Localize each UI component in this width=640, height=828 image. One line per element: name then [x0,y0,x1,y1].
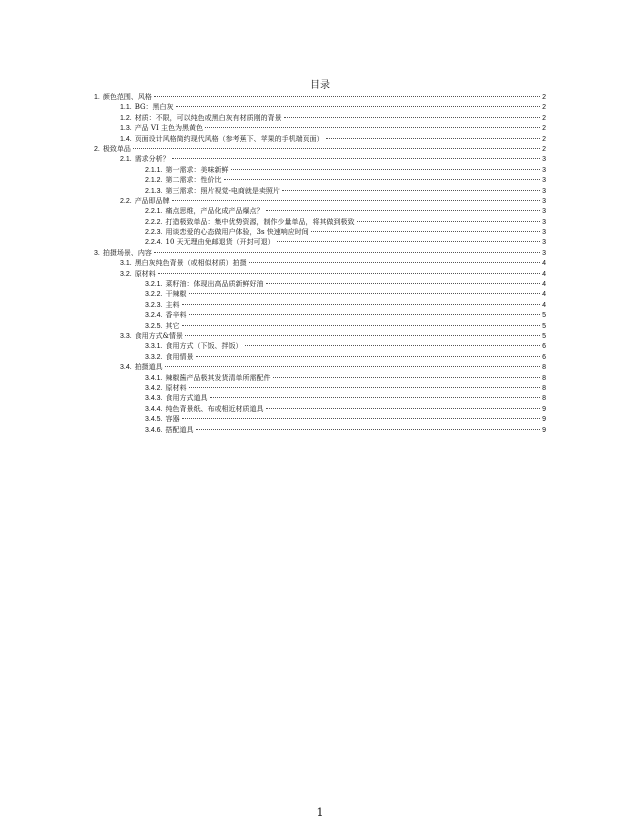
toc-entry-page: 4 [542,260,546,268]
toc-entry-number: 2. [94,145,100,153]
toc-entry[interactable] [94,217,546,227]
toc-entry-title: 颜色范围、风格 [102,93,152,101]
table-of-contents [94,92,546,435]
toc-entry-number: 3.2. [120,270,132,278]
toc-dot-leader [172,158,540,159]
toc-entry-number: 3.2.5. [145,322,163,330]
toc-entry-title: 10 天无理由免邮退货（开封可退） [165,238,275,247]
toc-entry-title: 辣椒酱产品极其发货清单所需配件 [165,373,271,382]
toc-entry-page: 2 [542,114,546,122]
toc-dot-leader [210,397,541,398]
toc-entry-title: 材质：不限，可以纯色或黑白灰有材质刚的背景 [134,113,282,122]
toc-dot-leader [231,169,541,170]
toc-entry[interactable] [94,269,546,279]
toc-entry[interactable] [94,227,546,237]
toc-entry[interactable] [94,279,546,289]
toc-entry-title: 产品即品牌 [134,196,170,205]
toc-dot-leader [158,273,540,274]
toc-entry-number: 3.2.2. [145,291,163,299]
toc-entry-page: 3 [542,166,546,174]
toc-entry-title: 原材料 [134,269,156,278]
toc-entry[interactable] [94,393,546,403]
toc-entry-number: 1.1. [120,104,132,112]
toc-entry-page: 4 [542,270,546,278]
toc-entry-number: 3.4.3. [145,395,163,403]
toc-entry-page: 4 [542,291,546,299]
toc-entry[interactable] [94,300,546,310]
toc-dot-leader [266,210,541,211]
toc-entry-title: 产品 VI 主色为黑黄色 [134,124,203,133]
toc-entry-number: 2.1. [120,156,132,164]
toc-dot-leader [311,231,540,232]
toc-entry-page: 5 [542,312,546,320]
toc-entry[interactable] [94,258,546,268]
toc-entry-page: 2 [542,104,546,112]
toc-dot-leader [266,283,541,284]
toc-entry-number: 3.3. [120,332,132,340]
toc-entry-title: 食用方式&情景 [134,331,183,340]
toc-dot-leader [165,366,540,367]
toc-dot-leader [205,127,540,128]
toc-entry-page: 3 [542,249,546,257]
toc-entry-page: 8 [542,384,546,392]
toc-entry-page: 4 [542,281,546,289]
toc-entry[interactable] [94,237,546,247]
toc-dot-leader [189,293,541,294]
toc-entry-page: 8 [542,364,546,372]
toc-dot-leader [182,418,541,419]
toc-entry[interactable] [94,175,546,185]
toc-entry[interactable] [94,373,546,383]
toc-dot-leader [266,408,541,409]
toc-entry[interactable] [94,341,546,351]
toc-entry-title: 黑白灰纯色背景（或相似材质）拍摄 [134,259,247,268]
toc-dot-leader [277,241,540,242]
toc-dot-leader [172,200,540,201]
toc-dot-leader [182,304,541,305]
toc-title: 目录 [310,80,330,91]
toc-dot-leader [282,190,540,191]
toc-entry-title: 其它 [165,321,180,330]
toc-entry[interactable] [94,331,546,341]
toc-entry-number: 3.4.6. [145,426,163,434]
toc-dot-leader [189,387,541,388]
toc-entry[interactable] [94,92,546,102]
toc-entry-page: 3 [542,156,546,164]
toc-entry-number: 3.2.4. [145,312,163,320]
toc-entry-number: 1.3. [120,125,132,133]
toc-entry-number: 3.4.5. [145,416,163,424]
toc-entry-title: 第一需求：美味新鲜 [165,165,229,174]
toc-entry-page: 4 [542,301,546,309]
toc-entry[interactable] [94,206,546,216]
toc-entry-title: 打造极致单品：集中优势资源，制作少量单品，将其做到极致 [165,217,355,226]
toc-entry-title: 页面设计风格简约现代风格（参考蕉下、苹果的手机端页面） [134,134,324,143]
toc-dot-leader [273,377,541,378]
toc-dot-leader [133,148,540,149]
toc-entry[interactable] [94,289,546,299]
toc-entry-title: 干辣椒 [165,290,187,299]
toc-entry-page: 2 [542,125,546,133]
toc-entry[interactable] [94,383,546,393]
toc-entry-title: 第三需求：照片视觉-电商就是卖照片 [165,186,280,195]
toc-entry[interactable] [94,352,546,362]
toc-entry-page: 5 [542,322,546,330]
toc-entry-page: 8 [542,374,546,382]
toc-entry-title: BG：黑白灰 [134,103,174,112]
toc-entry-number: 3.2.3. [145,301,163,309]
toc-entry-page: 8 [542,395,546,403]
toc-entry-page: 9 [542,405,546,413]
toc-dot-leader [182,325,541,326]
toc-entry[interactable] [94,134,546,144]
toc-entry-number: 3.3.2. [145,353,163,361]
toc-entry-number: 2.2. [120,197,132,205]
toc-entry-title: 香辛料 [165,311,187,320]
toc-entry[interactable] [94,123,546,133]
toc-entry[interactable] [94,310,546,320]
toc-entry-page: 6 [542,343,546,351]
toc-dot-leader [224,179,541,180]
toc-entry-page: 3 [542,208,546,216]
toc-entry-title: 用谈恋爱的心态做用户体验，3s 快速响应时间 [165,228,309,237]
toc-entry-page: 3 [542,229,546,237]
toc-entry-title: 食用方式道具 [165,394,208,403]
page-number: 1 [316,806,324,819]
toc-entry-title: 拍摄道具 [134,363,163,372]
toc-entry-number: 2.1.1. [145,166,163,174]
toc-entry[interactable] [94,144,546,154]
toc-entry-page: 9 [542,416,546,424]
toc-entry-page: 3 [542,177,546,185]
toc-entry-title: 容器 [165,415,180,424]
toc-entry-number: 1. [94,94,100,101]
toc-entry[interactable] [94,248,546,258]
toc-entry-page: 3 [542,239,546,247]
toc-entry-number: 3.3.1. [145,343,163,351]
toc-dot-leader [245,345,541,346]
toc-entry-number: 1.2. [120,114,132,122]
toc-entry-number: 3.4.1. [145,374,163,382]
toc-entry-title: 拍摄场景、内容 [102,248,152,257]
toc-dot-leader [154,96,540,97]
toc-dot-leader [284,117,540,118]
toc-entry-title: 食用方式（下饭、拌饭） [165,342,243,351]
toc-entry-page: 3 [542,187,546,195]
toc-entry-number: 2.2.3. [145,229,163,237]
toc-entry-number: 2.2.4. [145,239,163,247]
toc-dot-leader [154,252,540,253]
toc-entry-number: 3.4. [120,364,132,372]
toc-entry-title: 食用情景 [165,352,194,361]
toc-dot-leader [176,106,541,107]
toc-entry-title: 痛点思维，产品化成产品爆点？ [165,207,264,216]
toc-entry-number: 2.2.1. [145,208,163,216]
toc-entry[interactable] [94,362,546,372]
toc-entry-number: 3. [94,249,100,257]
toc-entry-title: 原材料 [165,383,187,392]
toc-entry-title: 需求分析？ [134,155,170,164]
toc-dot-leader [357,221,541,222]
toc-entry-page: 2 [542,135,546,143]
toc-entry-page: 2 [542,145,546,153]
toc-entry[interactable] [94,186,546,196]
toc-entry-page: 2 [542,94,546,101]
toc-entry-title: 主料 [165,300,180,309]
toc-entry-number: 3.4.2. [145,384,163,392]
toc-entry[interactable] [94,414,546,424]
toc-entry-page: 5 [542,332,546,340]
toc-entry-title: 搭配道具 [165,425,194,434]
toc-entry[interactable] [94,113,546,123]
toc-entry-page: 6 [542,353,546,361]
toc-entry-page: 3 [542,218,546,226]
toc-dot-leader [326,138,540,139]
toc-entry[interactable] [94,102,546,112]
toc-dot-leader [196,356,541,357]
toc-entry-number: 3.1. [120,260,132,268]
toc-entry-number: 1.4. [120,135,132,143]
toc-entry[interactable] [94,154,546,164]
toc-entry[interactable] [94,165,546,175]
toc-dot-leader [189,314,541,315]
toc-entry-number: 2.1.2. [145,177,163,185]
toc-entry-number: 3.4.4. [145,405,163,413]
toc-entry-number: 2.2.2. [145,218,163,226]
toc-entry-title: 第二需求：性价比 [165,176,222,185]
toc-dot-leader [249,262,540,263]
toc-dot-leader [185,335,540,336]
toc-entry-number: 2.1.3. [145,187,163,195]
toc-entry[interactable] [94,404,546,414]
toc-entry-page: 9 [542,426,546,434]
toc-dot-leader [196,429,541,430]
toc-entry-number: 3.2.1. [145,281,163,289]
toc-entry-page: 3 [542,197,546,205]
toc-entry-title: 极致单品 [102,144,131,153]
toc-entry[interactable] [94,425,546,435]
toc-entry-title: 菜籽油：体现出高品质新鲜好油 [165,280,264,289]
toc-entry[interactable] [94,196,546,206]
toc-entry-title: 纯色背景纸、布或相近材质道具 [165,404,264,413]
toc-entry[interactable] [94,321,546,331]
